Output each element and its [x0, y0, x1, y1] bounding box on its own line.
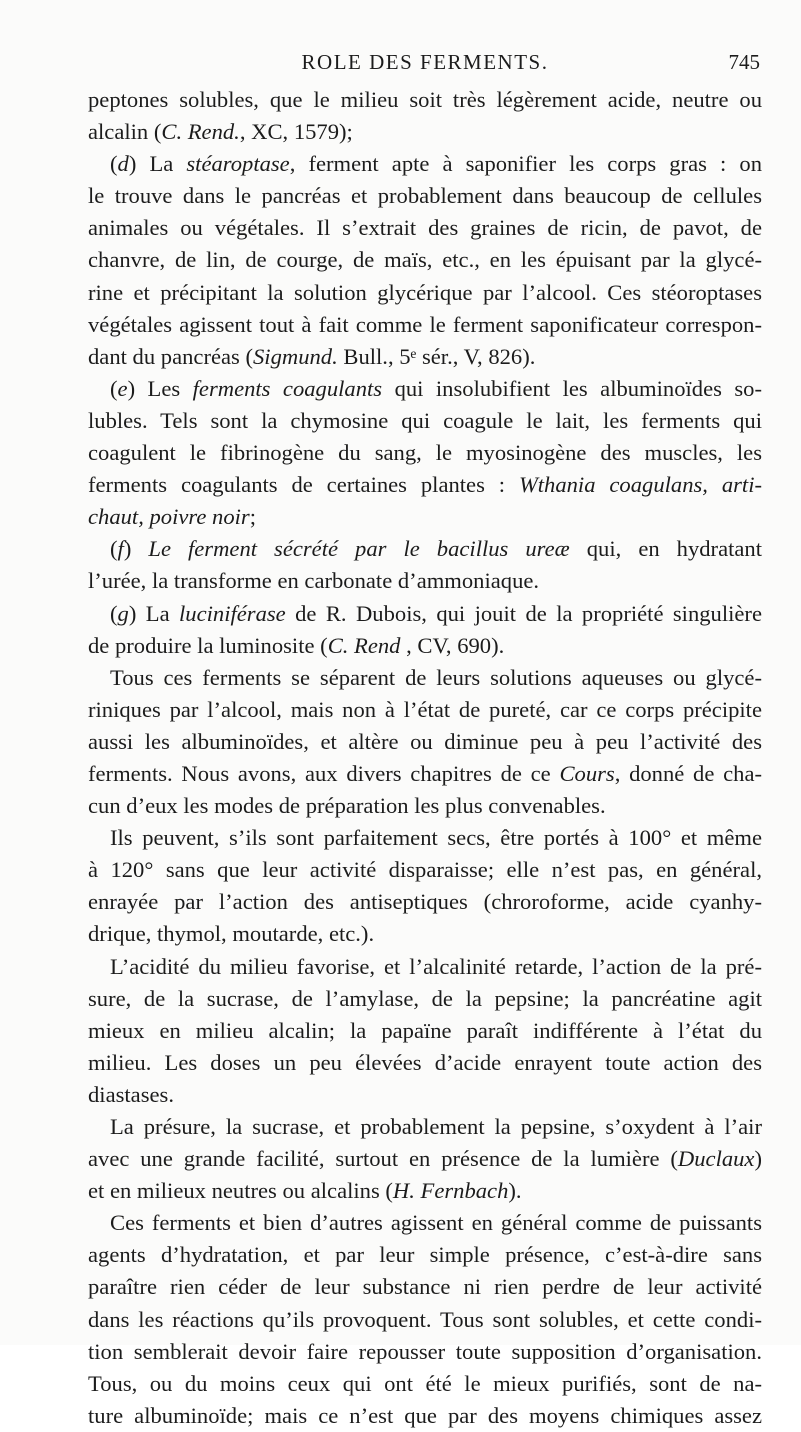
italic-text: d — [117, 151, 129, 177]
text-line — [88, 1143, 762, 1175]
text-segment: ture albuminoïde; mais ce n’est que par des moyens chimiques assez — [88, 1402, 762, 1428]
text-segment: ) La — [128, 600, 180, 626]
text-line — [88, 886, 762, 918]
text-segment: , XC, 1579); — [239, 119, 353, 145]
text-segment: de R. Dubois, qui jouit de la propriété singulière — [285, 600, 762, 626]
text-line — [88, 309, 762, 341]
text-line — [88, 84, 762, 116]
text-segment: paraître rien céder de leur substance ni rien perdre de leur activité — [88, 1274, 762, 1300]
running-title: ROLE DES FERMENTS. — [301, 50, 549, 74]
text-line — [88, 758, 762, 790]
italic-text: Le ferment sécrété par le bacillus ureæ — [148, 536, 570, 562]
text-segment: Bull., 5ᵉ sér., V, 826). — [337, 343, 536, 369]
italic-text: g — [117, 600, 129, 626]
text-segment: mieux en milieu alcalin; la papaïne paraît indifférente à l’état du — [88, 1017, 762, 1043]
text-segment: cun d’eux les modes de préparation les plus convenables. — [88, 793, 606, 819]
text-line — [88, 630, 762, 662]
text-segment: , ferment apte à saponifier les corps gras : on — [289, 151, 762, 177]
text-segment: enrayée par l’action des antiseptiques (chroroforme, acide cyanhy- — [88, 889, 762, 915]
text-segment: dans les réactions qu’ils provoquent. Tous sont solubles, et cette condi- — [88, 1306, 762, 1332]
text-segment: diastases. — [88, 1081, 174, 1107]
text-line — [88, 726, 762, 758]
text-segment: peptones solubles, que le milieu soit très légèrement acide, neutre ou — [88, 87, 762, 112]
text-segment: ) La — [128, 151, 187, 177]
text-segment: dant du pancréas ( — [88, 343, 253, 369]
running-head — [90, 48, 760, 76]
text-line — [88, 148, 762, 180]
text-line — [88, 598, 762, 630]
text-line — [88, 501, 762, 533]
italic-text: H. Fernbach — [392, 1178, 509, 1204]
text-line — [88, 533, 762, 565]
text-segment: à 120° sans que leur activité disparaisse; elle n’est pas, en général, — [88, 857, 762, 883]
text-line — [88, 116, 762, 148]
italic-text: chaut, poivre noir — [88, 504, 250, 530]
text-segment: alcalin ( — [88, 119, 162, 145]
text-line — [88, 694, 762, 726]
italic-text: Duclaux — [677, 1146, 755, 1172]
text-line — [88, 1239, 762, 1271]
text-line — [88, 662, 762, 694]
text-line — [88, 565, 762, 597]
text-line — [88, 341, 762, 373]
text-segment: ) Les — [127, 375, 193, 401]
text-line — [88, 790, 762, 822]
text-segment: aussi les albuminoïdes, et altère ou diminue peu à peu l’activité des — [88, 728, 762, 754]
text-segment: avec une grande facilité, surtout en présence de la lumière ( — [88, 1146, 678, 1172]
body-text — [88, 84, 762, 1432]
text-line — [88, 983, 762, 1015]
text-segment: ( — [110, 151, 118, 177]
text-line — [88, 373, 762, 405]
text-segment: sure, de la sucrase, de l’amylase, de la pepsine; la pancréatine agit — [88, 985, 762, 1011]
text-line — [88, 1079, 762, 1111]
text-line — [88, 951, 762, 983]
text-segment: et en milieux neutres ou alcalins ( — [88, 1178, 393, 1204]
text-segment: ) — [754, 1146, 762, 1172]
text-segment: animales ou végétales. Il s’extrait des graines de ricin, de pavot, de — [88, 215, 762, 241]
text-segment: Tous ces ferments se séparent de leurs solutions aqueuses ou glycé- — [110, 664, 762, 690]
text-segment: ) — [123, 536, 149, 562]
text-segment: lubles. Tels sont la chymosine qui coagule le lait, les ferments qui — [88, 407, 762, 433]
text-segment: ferments. Nous avons, aux divers chapitres de ce — [88, 760, 560, 786]
text-segment: ( — [110, 600, 118, 626]
text-line — [88, 405, 762, 437]
text-line — [88, 854, 762, 886]
text-segment: drique, thymol, moutarde, etc.). — [88, 921, 375, 947]
text-line — [88, 1271, 762, 1303]
text-segment: agents d’hydratation, et par leur simple présence, c’est-à-dire sans — [88, 1242, 762, 1268]
text-segment: ( — [110, 536, 118, 562]
text-segment: La présure, la sucrase, et probablement la pepsine, s’oxydent à l’air — [110, 1114, 762, 1139]
text-segment: ferments coagulants de certaines plantes : — [88, 472, 519, 498]
text-line — [88, 244, 762, 276]
text-line — [88, 1336, 762, 1368]
italic-text: C. Rend — [327, 632, 401, 658]
text-line — [88, 1400, 762, 1432]
text-segment: ( — [110, 375, 118, 401]
text-segment: milieu. Les doses un peu élevées d’acide enrayent toute action des — [88, 1049, 762, 1075]
text-segment: chanvre, de lin, de courge, de maïs, etc., en les épuisant par la glycé- — [88, 247, 762, 273]
italic-text: e — [117, 375, 128, 401]
page-number: 745 — [728, 50, 760, 74]
text-line — [88, 180, 762, 212]
text-segment: ; — [249, 504, 256, 530]
text-line — [88, 277, 762, 309]
text-segment: l’urée, la transforme en carbonate d’ammoniaque. — [88, 568, 540, 594]
text-line — [88, 822, 762, 854]
text-line — [88, 1015, 762, 1047]
text-segment: Tous, ou du moins ceux qui ont été le mieux purifiés, sont de na- — [88, 1370, 762, 1396]
italic-text: C. Rend. — [161, 119, 240, 145]
text-segment: ). — [508, 1178, 522, 1204]
text-segment: le trouve dans le pancréas et probablement dans beaucoup de cellules — [88, 183, 762, 209]
text-segment: Ils peuvent, s’ils sont parfaitement secs, être portés à 100° et même — [110, 825, 762, 851]
italic-text: luciniférase — [179, 600, 286, 626]
italic-text: f — [117, 536, 124, 562]
italic-text: Cours — [559, 760, 615, 786]
text-line — [88, 1175, 762, 1207]
text-segment: qui insolubifient les albuminoïdes so- — [382, 375, 762, 401]
text-line — [88, 212, 762, 244]
text-segment: , donné de cha- — [614, 760, 762, 786]
text-line — [88, 1368, 762, 1400]
italic-text: Wthania coagulans, arti- — [518, 472, 762, 498]
text-segment: coagulent le fibrinogène du sang, le myosinogène des muscles, les — [88, 440, 762, 466]
text-segment: qui, en hydratant — [569, 536, 762, 562]
text-segment: , CV, 690). — [400, 632, 505, 658]
text-segment: riniques par l’alcool, mais non à l’état de pureté, car ce corps précipite — [88, 696, 762, 722]
text-segment: Ces ferments et bien d’autres agissent en général comme de puissants — [110, 1210, 762, 1236]
text-segment: végétales agissent tout à fait comme le ferment saponificateur correspon- — [88, 311, 762, 337]
text-segment: L’acidité du milieu favorise, et l’alcalinité retarde, l’action de la pré- — [110, 953, 762, 979]
text-line — [88, 1207, 762, 1239]
text-line — [88, 437, 762, 469]
text-line — [88, 1111, 762, 1143]
text-line — [88, 1304, 762, 1336]
text-line — [88, 469, 762, 501]
italic-text: ferments coagulants — [192, 375, 383, 401]
text-segment: de produire la luminosite ( — [88, 632, 328, 658]
text-line — [88, 918, 762, 950]
text-segment: rine et précipitant la solution glycérique par l’alcool. Ces stéoroptases — [88, 279, 762, 305]
text-segment: tion semblerait devoir faire repousser toute supposition d’organisation. — [88, 1338, 762, 1364]
text-line — [88, 1047, 762, 1079]
italic-text: Sigmund. — [253, 343, 338, 369]
italic-text: stéaroptase — [186, 151, 290, 177]
